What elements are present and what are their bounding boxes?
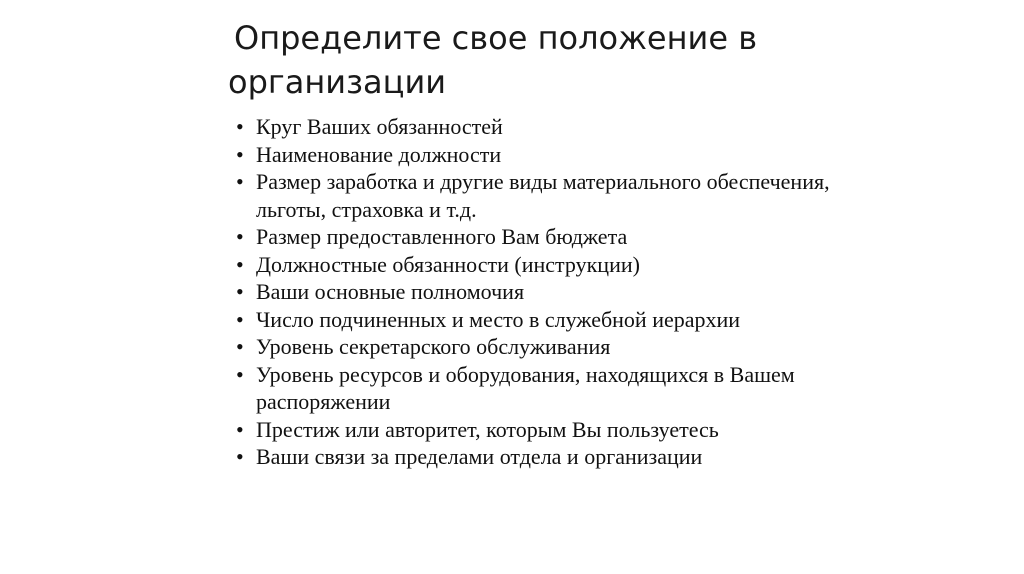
- list-item: [236, 278, 856, 306]
- list-item-text: Ваши основные полномочия: [256, 279, 525, 304]
- bullet-icon: •: [236, 361, 244, 387]
- list-item-text: Уровень секретарского обслуживания: [256, 334, 611, 359]
- list-item-text: Круг Ваших обязанностей: [256, 114, 503, 139]
- bullet-icon: •: [236, 141, 244, 167]
- list-item-text: Число подчиненных и место в служебной иерархии: [256, 306, 741, 332]
- list-item: [236, 306, 856, 334]
- bullet-icon: •: [236, 306, 244, 332]
- slide-title: Определите свое положение в организации: [228, 19, 758, 101]
- bullet-icon: •: [236, 444, 244, 469]
- list-item-text: Уровень ресурсов и оборудования, находящихся в Вашем распоряжении: [256, 361, 795, 414]
- list-item-text: Размер заработка и другие виды материального обеспечения, льготы, страховка и т.д.: [256, 169, 830, 222]
- list-item: [236, 251, 856, 279]
- bullet-icon: •: [236, 169, 244, 194]
- bullet-icon: •: [236, 251, 244, 277]
- bullet-icon: •: [236, 416, 244, 442]
- list-item: [236, 443, 856, 471]
- list-item: [236, 416, 856, 444]
- list-item: [236, 333, 856, 361]
- bullet-icon: •: [236, 334, 244, 359]
- list-item: [236, 361, 856, 416]
- list-item-text: Ваши связи за пределами отдела и организации: [256, 444, 703, 469]
- list-item: [236, 141, 856, 169]
- bullet-icon: •: [236, 114, 244, 139]
- bullet-icon: •: [236, 279, 244, 304]
- list-item: [236, 223, 856, 251]
- bullet-list: [236, 113, 856, 471]
- list-item-text: Должностные обязанности (инструкции): [256, 251, 640, 277]
- bullet-icon: •: [236, 224, 244, 249]
- list-item-text: Престиж или авторитет, которым Вы пользуетесь: [256, 416, 719, 442]
- list-item-text: Наименование должности: [256, 141, 502, 167]
- list-item-text: Размер предоставленного Вам бюджета: [256, 224, 628, 249]
- list-item: [236, 113, 856, 141]
- list-item: [236, 168, 856, 223]
